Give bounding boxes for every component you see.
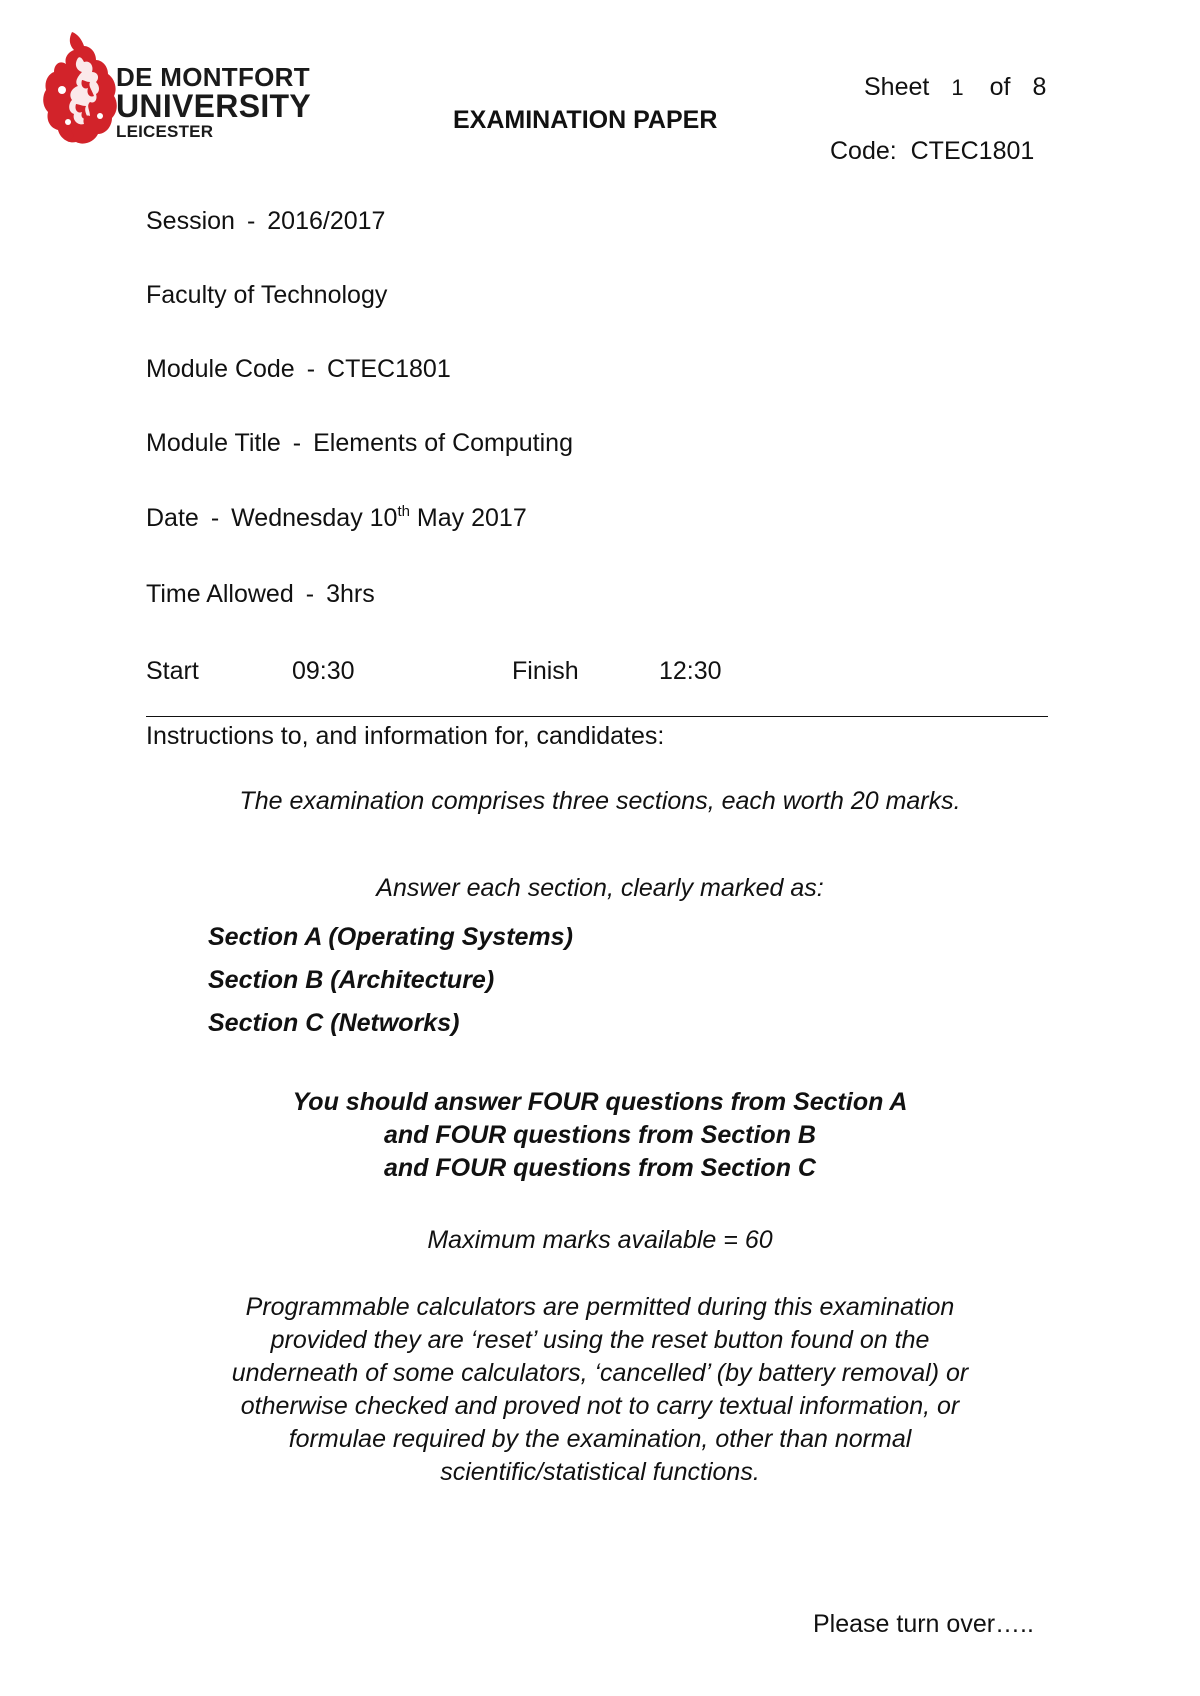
start-time: 09:30 xyxy=(292,657,355,685)
divider-line xyxy=(146,716,1048,717)
answer-line: and FOUR questions from Section C xyxy=(384,1154,816,1182)
answer-requirements xyxy=(0,1086,1200,1185)
code-value: CTEC1801 xyxy=(910,137,1035,165)
exam-paper-title: EXAMINATION PAPER xyxy=(453,106,718,134)
sheet-indicator xyxy=(864,73,1046,102)
please-turn-over: Please turn over….. xyxy=(813,1610,1034,1638)
logo-line-leicester: LEICESTER xyxy=(116,122,214,141)
calculator-line: otherwise checked and proved not to carry textual information, or xyxy=(240,1392,960,1420)
logo-wordmark xyxy=(116,64,311,140)
date-month-year: May 2017 xyxy=(409,504,527,532)
separator: - xyxy=(305,580,315,608)
module-title-label: Module Title xyxy=(146,429,281,457)
lion-crest-icon xyxy=(38,30,118,148)
module-title-row xyxy=(146,429,573,458)
answer-line: and FOUR questions from Section B xyxy=(384,1121,816,1149)
logo-line-de-montfort: DE MONTFORT xyxy=(116,62,310,92)
separator: - xyxy=(210,504,220,532)
date-ordinal-suffix: th xyxy=(397,503,410,520)
answer-each-section: Answer each section, clearly marked as: xyxy=(376,874,824,902)
module-code-value: CTEC1801 xyxy=(327,355,451,383)
faculty-row: Faculty of Technology xyxy=(146,281,388,309)
separator: - xyxy=(246,207,256,235)
sheet-of: of xyxy=(989,73,1011,101)
separator: - xyxy=(306,355,316,383)
calculator-line: Programmable calculators are permitted during this examination xyxy=(245,1293,955,1321)
logo-line-university: UNIVERSITY xyxy=(116,88,312,124)
time-allowed-label: Time Allowed xyxy=(146,580,294,608)
module-code-row xyxy=(146,355,451,384)
max-marks: Maximum marks available = 60 xyxy=(427,1226,773,1254)
finish-label: Finish xyxy=(512,657,579,685)
sheet-label: Sheet xyxy=(864,73,930,101)
university-logo xyxy=(38,30,318,150)
calculator-line: underneath of some calculators, ‘cancelled’ (by battery removal) or xyxy=(231,1359,969,1387)
sheet-number: 1 xyxy=(951,75,964,100)
date-value: Wednesday 10 xyxy=(231,504,398,532)
calculator-line: provided they are ‘reset’ using the reset button found on the xyxy=(270,1326,930,1354)
date-row xyxy=(146,503,527,533)
section-b: Section B (Architecture) xyxy=(208,966,495,994)
section-c: Section C (Networks) xyxy=(208,1009,460,1037)
date-label: Date xyxy=(146,504,199,532)
start-label: Start xyxy=(146,657,199,685)
section-a: Section A (Operating Systems) xyxy=(208,923,573,951)
session-row xyxy=(146,207,385,236)
answer-line: You should answer FOUR questions from Section A xyxy=(292,1088,908,1116)
instructions-heading: Instructions to, and information for, candidates: xyxy=(146,722,665,750)
module-code-label: Module Code xyxy=(146,355,295,383)
calculator-line: formulae required by the examination, other than normal xyxy=(288,1425,912,1453)
separator: - xyxy=(292,429,302,457)
code-label: Code: xyxy=(830,137,897,165)
session-value: 2016/2017 xyxy=(267,207,386,235)
exam-intro: The examination comprises three sections, each worth 20 marks. xyxy=(239,787,961,815)
session-label: Session xyxy=(146,207,235,235)
calculator-line: scientific/statistical functions. xyxy=(440,1458,760,1486)
time-allowed-row xyxy=(146,580,375,609)
time-allowed-value: 3hrs xyxy=(326,580,375,608)
calculator-policy xyxy=(0,1291,1200,1489)
sheet-total: 8 xyxy=(1032,73,1047,101)
finish-time: 12:30 xyxy=(659,657,722,685)
module-title-value: Elements of Computing xyxy=(313,429,573,457)
paper-code xyxy=(830,137,1034,166)
